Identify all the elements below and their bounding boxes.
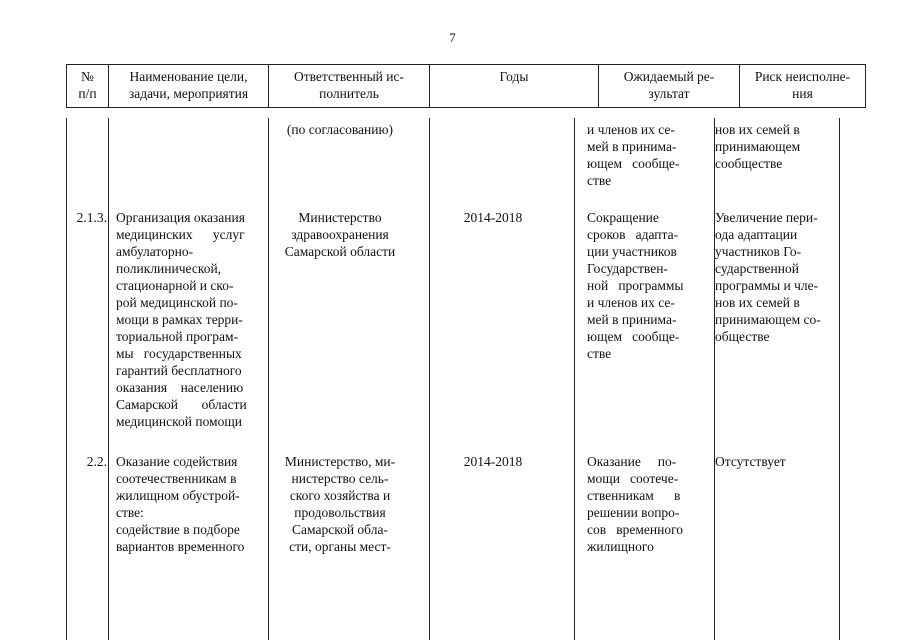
table-header <box>66 64 866 108</box>
row-years: 2014-2018 <box>463 454 523 469</box>
header-name: Наименование цели, задачи, мероприятия <box>109 65 269 108</box>
row-name: Оказание содействия соотечественникам в жилищном обустрой- стве: содействие в подборе вариантов временного <box>116 454 245 554</box>
row-responsible: Министерство здравоохранения Самарской области <box>284 210 396 259</box>
column-divider <box>429 118 430 640</box>
header-risk: Риск неисполне- ния <box>740 65 866 108</box>
row-responsible: (по согласованию) <box>286 122 394 137</box>
header-result: Ожидаемый ре- зультат <box>599 65 740 108</box>
column-divider <box>714 118 715 640</box>
row-number: 2.2. <box>86 454 107 469</box>
row-result: Оказание по- мощи соотече- ственникам в решении вопро- сов временного жилищного <box>587 454 684 554</box>
row-risk: Отсутствует <box>715 454 786 469</box>
row-number: 2.1.3. <box>76 210 107 225</box>
column-divider <box>839 118 840 640</box>
row-responsible: Министерство, ми- нистерство сель- ского хозяйства и продовольствия Самарской обла- сти, органы мест- <box>284 454 396 554</box>
column-divider <box>108 118 109 640</box>
header-responsible: Ответственный ис- полнитель <box>269 65 430 108</box>
row-risk: Увеличение пери- ода адаптации участников Го- сударственной программы и чле- нов их семей в принимающем со- обществе <box>715 210 821 344</box>
header-num: № п/п <box>67 65 109 108</box>
row-name: Организация оказания медицинских услуг амбулаторно- поликлинической, стационарной и ско- рой медицинской по- мощи в рамках терри- ториальной програм- мы государственных гарантий бесплатного оказания населению Самарской области медицинской помощи <box>116 210 247 429</box>
column-divider <box>574 118 575 640</box>
column-divider <box>268 118 269 640</box>
column-divider <box>66 118 67 640</box>
row-risk: нов их семей в принимающем сообществе <box>715 122 801 171</box>
row-result: Сокращение сроков адапта- ции участников Государствен- ной программы и членов их се- мей в принима- ющем сообще- стве <box>587 210 684 361</box>
row-years: 2014-2018 <box>463 210 523 225</box>
page-number: 7 <box>449 30 456 45</box>
row-result: и членов их се- мей в принима- ющем сообще- стве <box>587 122 680 188</box>
header-years: Годы <box>430 65 599 108</box>
